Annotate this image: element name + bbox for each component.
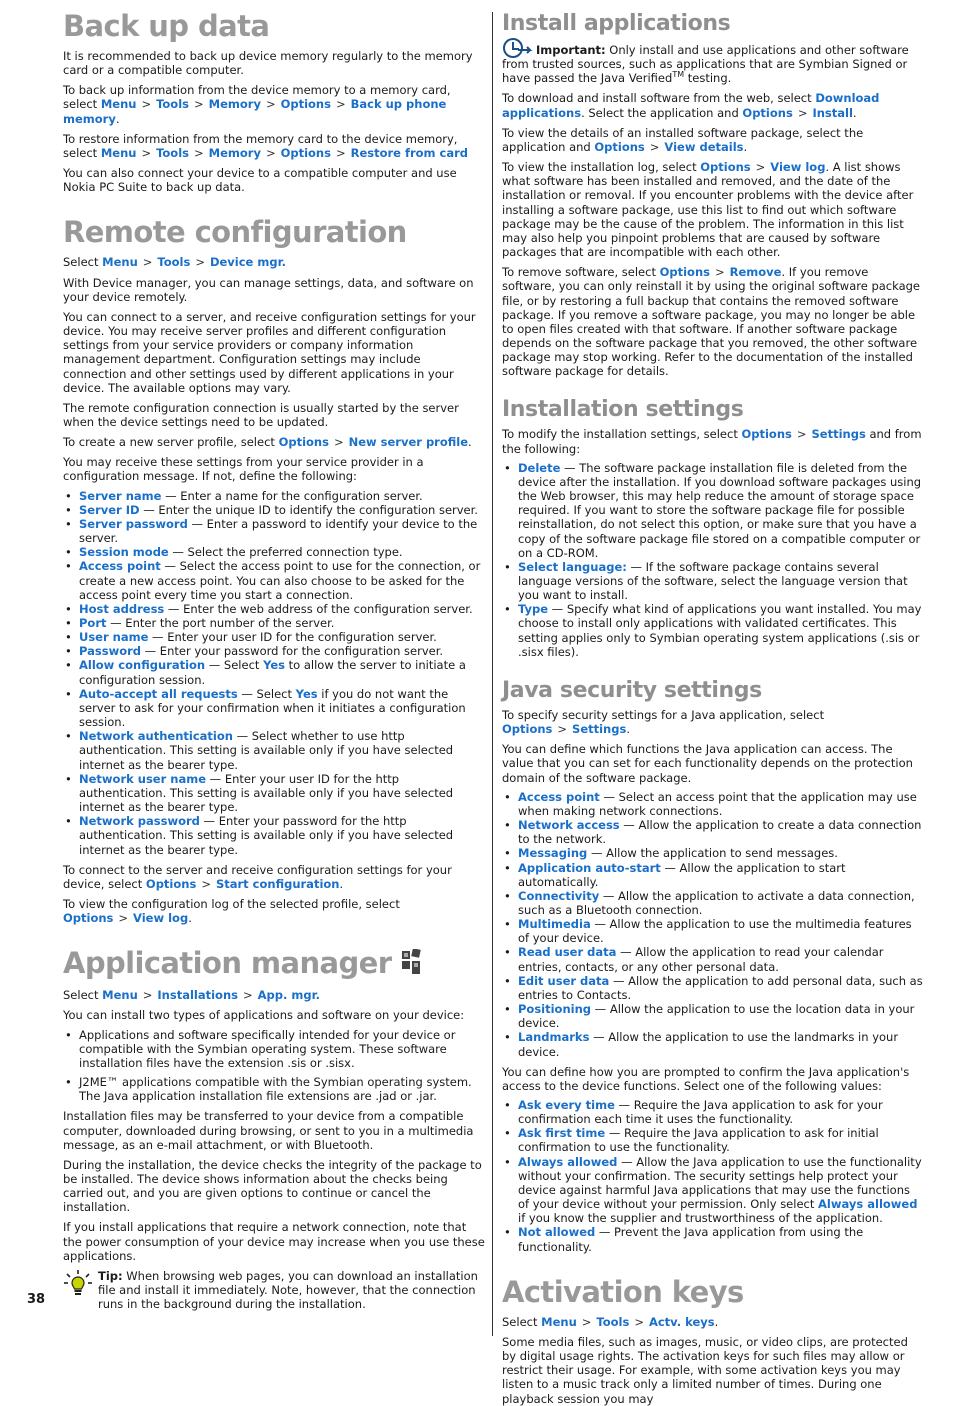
list-item: • Multimedia — Allow the application to use the multimedia features of your device.: [502, 917, 924, 945]
path-separator: >: [335, 97, 346, 112]
application-manager-icon: [401, 949, 425, 981]
path-separator: >: [796, 427, 807, 442]
option-term[interactable]: Access point: [518, 789, 600, 804]
instset-intro: To modify the installation settings, select Options > Settings and from the following:: [502, 427, 922, 456]
option-term[interactable]: Allow configuration: [79, 658, 206, 673]
list-item: • Auto-accept all requests — Select Yes if you do not want the server to ask for your confirmation when it initiates a configuration session.: [63, 687, 485, 729]
java-values-list: [502, 1098, 924, 1254]
install-remove: To remove software, select Options > Remove. If you remove software, you can only reinstall it by using the original software package file, or by restoring a full backup that contains the removed software package. If you remove a software package, you may no longer be able to open files created with that software. If another software package depends on the software package that you removed, the other software package may stop working. Refer to the documentation of the installed software package for details.: [502, 265, 921, 379]
list-item: • Session mode — Select the preferred connection type.: [63, 545, 485, 559]
menu-link[interactable]: Actv. keys: [648, 1314, 715, 1329]
install-view-details: To view the details of an installed software package, select the application and Options > View details.: [502, 125, 864, 154]
path-separator: >: [141, 145, 152, 160]
remote-start-config: To connect to the server and receive configuration settings for your device, select Options > Start configuration.: [63, 862, 452, 891]
menu-link[interactable]: Install: [812, 105, 853, 120]
menu-link[interactable]: Options: [63, 911, 114, 926]
path-separator: >: [649, 139, 660, 154]
path-separator: >: [333, 435, 344, 450]
path-separator: >: [141, 97, 152, 112]
option-term[interactable]: Port: [79, 616, 107, 630]
activation-p1: Some media files, such as images, music, or video clips, are protected by digital usage rights. The activation keys for such files may allow or restrict their usage. For example, with some activation keys you may listen to a music track only a limited number of times. During one playback session you may: [502, 1334, 908, 1406]
menu-link[interactable]: View details: [664, 139, 744, 154]
menu-link[interactable]: Options: [280, 145, 331, 160]
list-item: • Select language: — If the software package contains several language versions of the software, select the language version that you want to install.: [502, 560, 924, 602]
list-item: • Edit user data — Allow the application to add personal data, such as entries to Contacts.: [502, 974, 924, 1002]
install-download: To download and install software from the web, select Download applications. Select the application and Options > Install.: [502, 91, 880, 120]
path-separator: >: [201, 876, 211, 891]
list-item: • J2ME™ applications compatible with the Symbian operating system. The Java application installation file extensions are .jad or .jar.: [63, 1075, 485, 1103]
list-item: • Connectivity — Allow the application to activate a data connection, such as a Bluetooth connection.: [502, 889, 924, 917]
menu-link[interactable]: Menu: [100, 145, 137, 160]
option-term[interactable]: Multimedia: [518, 917, 591, 932]
menu-link[interactable]: Options: [278, 435, 329, 450]
list-item: • Messaging — Allow the application to send messages.: [502, 846, 924, 860]
menu-link[interactable]: Tools: [157, 255, 191, 270]
list-item: • Read user data — Allow the application to read your calendar entries, contacts, or any other personal data.: [502, 945, 924, 973]
backup-intro: It is recommended to back up device memory regularly to the memory card or a compatible computer.: [63, 49, 473, 78]
option-term[interactable]: Access point: [79, 559, 161, 574]
list-item: • Positioning — Allow the application to use the location data in your device.: [502, 1002, 924, 1030]
appmgr-types-list: [63, 1028, 485, 1104]
option-term[interactable]: Network password: [79, 814, 200, 829]
instset-list: [502, 461, 924, 659]
list-item: • Network access — Allow the application to create a data connection to the network.: [502, 818, 924, 846]
heading-install-applications: Install applications: [502, 11, 731, 36]
option-term[interactable]: Auto-accept all requests: [79, 686, 238, 701]
option-term[interactable]: Not allowed: [518, 1225, 596, 1240]
appmgr-p1: You can install two types of applications and software on your device:: [63, 1008, 465, 1023]
java-intro: To specify security settings for a Java application, select Options > Settings.: [502, 707, 825, 737]
menu-link[interactable]: Settings: [811, 427, 866, 442]
tip-text: When browsing web pages, you can download an installation file and install it immediately. Note, however, that the connection runs in the background during the installation.: [98, 1268, 478, 1312]
menu-link[interactable]: Start configuration: [215, 876, 340, 891]
list-item: • User name — Enter your user ID for the configuration server.: [63, 630, 485, 644]
remote-settings-list: [63, 489, 485, 857]
option-term[interactable]: Messaging: [518, 846, 588, 861]
appmgr-select-path: Select Menu > Installations > App. mgr.: [63, 988, 320, 1003]
menu-link[interactable]: New server profile: [348, 435, 469, 450]
path-separator: >: [634, 1314, 644, 1329]
list-item: • Port — Enter the port number of the server.: [63, 616, 485, 630]
heading-java-security-settings: Java security settings: [502, 677, 762, 703]
heading-activation-keys: Activation keys: [502, 1274, 744, 1309]
appmgr-p4: If you install applications that require a network connection, note that the power consumption of your device may increase when you use these applications.: [63, 1220, 485, 1263]
heading-back-up-data: Back up data: [63, 9, 270, 43]
path-separator: >: [195, 255, 205, 270]
column-divider: [492, 12, 493, 1336]
menu-link[interactable]: Options: [502, 722, 553, 737]
list-item: • Password — Enter your password for the configuration server.: [63, 644, 485, 658]
menu-link[interactable]: Tools: [596, 1314, 630, 1329]
list-item: • Network password — Enter your password for the http authentication. This setting is available only if you have selected internet as the bearer type.: [63, 814, 485, 856]
heading-remote-configuration: Remote configuration: [63, 215, 407, 250]
remote-view-log: To view the configuration log of the selected profile, select Options > View log.: [63, 896, 400, 926]
option-term[interactable]: Yes: [295, 686, 318, 701]
list-item: • Ask first time — Require the Java application to ask for initial confirmation to use the functionality.: [502, 1126, 924, 1154]
left-column: [63, 0, 485, 1311]
menu-link[interactable]: Device mgr.: [209, 255, 286, 270]
list-item: • Network authentication — Select whether to use http authentication. This setting is available only if you have selected internet as the bearer type.: [63, 729, 485, 771]
option-term[interactable]: Network access: [518, 818, 620, 833]
option-term[interactable]: Server ID: [79, 502, 140, 517]
menu-link[interactable]: Back up phone memory: [63, 97, 447, 126]
option-term[interactable]: Server password: [79, 516, 188, 531]
option-term[interactable]: Select language:: [518, 559, 627, 574]
option-term[interactable]: Ask first time: [518, 1126, 606, 1141]
option-term[interactable]: Delete: [518, 460, 561, 475]
option-term[interactable]: Network user name: [79, 771, 207, 786]
option-term[interactable]: Read user data: [518, 945, 617, 960]
option-term[interactable]: Landmarks: [518, 1030, 590, 1045]
menu-link[interactable]: Memory: [208, 97, 261, 112]
option-term[interactable]: Server name: [79, 488, 162, 503]
list-item: • Server ID — Enter the unique ID to identify the configuration server.: [63, 503, 485, 517]
list-item: • Not allowed — Prevent the Java application from using the functionality.: [502, 1225, 924, 1253]
menu-link[interactable]: Options: [700, 160, 751, 175]
important-note: Important: Only install and use applications and other software from trusted sources, such as applications that are Symbian Signed or have passed the Java Verified™ testing.: [502, 43, 924, 85]
restore-from-card: To restore information from the memory card to the device memory, select Menu > Tools > Memory > Options > Restore from card: [63, 131, 469, 160]
menu-link[interactable]: Options: [742, 105, 793, 120]
menu-link[interactable]: Restore from card: [350, 145, 469, 160]
remote-p2: You can connect to a server, and receive configuration settings for your device. You may receive server profiles and different configuration settings from your service providers or company information management department. Configuration settings may include connection and other settings used by different applications in your device. The available options may vary.: [63, 309, 476, 395]
option-term[interactable]: Always allowed: [818, 1197, 918, 1212]
list-item: • Ask every time — Require the Java application to ask for your confirmation each time it uses the functionality.: [502, 1098, 924, 1126]
list-item: • Host address — Enter the web address of the configuration server.: [63, 602, 485, 616]
java-p3: You can define how you are prompted to confirm the Java application's access to the device functions. Select one of the following values:: [502, 1064, 910, 1093]
list-item: • Application auto-start — Allow the application to start automatically.: [502, 861, 924, 889]
list-item: • Server name — Enter a name for the configuration server.: [63, 489, 485, 503]
menu-link[interactable]: View log: [770, 160, 826, 175]
path-separator: >: [194, 145, 204, 160]
menu-link[interactable]: App. mgr.: [257, 988, 320, 1003]
remote-p1: With Device manager, you can manage settings, data, and software on your device remotely.: [63, 275, 474, 304]
menu-link[interactable]: Options: [145, 876, 197, 891]
path-separator: >: [142, 988, 153, 1003]
menu-link[interactable]: Options: [594, 139, 645, 154]
appmgr-p2: Installation files may be transferred to your device from a compatible computer, downloaded during browsing, or sent to you in a multimedia message, as an e-mail attachment, or with Bluetooth.: [63, 1109, 474, 1152]
list-item: • Allow configuration — Select Yes to allow the server to initiate a configuration session.: [63, 658, 485, 686]
java-p2: You can define which functions the Java application can access. The value that you can set for each functionality depends on the protection domain of the software package.: [502, 742, 913, 785]
path-separator: >: [265, 145, 276, 160]
backup-to-card: To back up information from the device memory to a memory card, select Menu > Tools > Memory > Options > Back up phone memory.: [63, 83, 451, 126]
option-term[interactable]: Session mode: [79, 545, 169, 560]
menu-link[interactable]: Menu: [541, 1314, 577, 1329]
remote-p3: The remote configuration connection is usually started by the server when the device settings need to be updated.: [63, 400, 459, 429]
backup-pc-suite: You can also connect your device to a compatible computer and use Nokia PC Suite to back up data.: [63, 166, 457, 195]
remote-select-path: Select Menu > Tools > Device mgr.: [63, 255, 286, 270]
path-separator: >: [715, 265, 725, 280]
path-separator: >: [797, 105, 808, 120]
path-separator: >: [243, 988, 253, 1003]
path-separator: >: [581, 1314, 592, 1329]
list-item: • Always allowed — Allow the Java application to use the functionality without your confirmation. The security settings help protect your device against harmful Java applications that may use the functions of your device without your permission. Only select Always allowed if you know the supplier and trustworthiness of the application.: [502, 1155, 924, 1226]
path-separator: >: [194, 97, 204, 112]
option-term[interactable]: Password: [79, 644, 141, 659]
menu-link[interactable]: Options: [659, 265, 710, 280]
menu-link[interactable]: Installations: [157, 988, 238, 1003]
option-term[interactable]: Ask every time: [518, 1098, 615, 1112]
menu-link[interactable]: View log: [133, 911, 189, 926]
option-term[interactable]: Always allowed: [518, 1154, 618, 1169]
appmgr-p3: During the installation, the device checks the integrity of the package to be installed. The device shows information about the checks being carried out, and you are given options to continue or cancel the installation.: [63, 1157, 482, 1215]
path-separator: >: [557, 722, 568, 737]
important-icon: [502, 37, 536, 64]
menu-link[interactable]: Options: [741, 427, 792, 442]
list-item: • Access point — Select the access point to use for the connection, or create a new access point. You can also choose to be asked for the access point every time you start a connection.: [63, 559, 485, 601]
heading-application-manager: Application manager: [63, 947, 485, 981]
list-item: • Type — Specify what kind of applications you want installed. You may choose to install only applications with validated certificates. This setting applies only to Symbian operating system applications (.sis or .sisx files).: [502, 602, 924, 659]
option-term[interactable]: Host address: [79, 601, 165, 616]
list-item: • Server password — Enter a password to identify your device to the server.: [63, 517, 485, 545]
page-number: 38: [27, 1292, 46, 1307]
lightbulb-icon: [63, 1269, 93, 1302]
menu-link[interactable]: Remove: [729, 265, 782, 280]
list-item: • Applications and software specifically intended for your device or compatible with the Symbian operating system. These software installation files have the extension .sis or .sisx.: [63, 1028, 485, 1070]
list-item: • Delete — The software package installation file is deleted from the device after the installation. If you download software packages using the Web browser, this may help reduce the amount of storage space required. If you want to store the software package file for possible reinstallation, do not select this option, or make sure that you have a copy of the software package file stored on a compatible computer or on a CD-ROM.: [502, 461, 924, 560]
option-term[interactable]: User name: [79, 630, 149, 645]
install-view-log: To view the installation log, select Options > View log. A list shows what software has been installed and removed, and the date of the installation or removal. If you encounter problems with the device after installing a software package, use this list to find out which software package may be the cause of the problem. The information in this list may also help you pinpoint problems that are caused by software packages that are incompatible with each other.: [502, 160, 914, 260]
link-download-applications[interactable]: Download applications: [502, 91, 880, 120]
option-term[interactable]: Application auto-start: [518, 860, 661, 875]
heading-installation-settings: Installation settings: [502, 397, 744, 423]
path-separator: >: [118, 911, 129, 926]
menu-link[interactable]: Options: [280, 97, 331, 112]
remote-p5: You may receive these settings from your service provider in a configuration message. If not, define the following:: [63, 455, 424, 484]
path-separator: >: [335, 145, 346, 160]
option-term[interactable]: Positioning: [518, 1002, 592, 1017]
java-functions-list: [502, 790, 924, 1059]
menu-link[interactable]: Menu: [102, 988, 138, 1003]
tip-label: Tip:: [98, 1268, 123, 1283]
menu-link[interactable]: Menu: [102, 255, 138, 270]
list-item: • Landmarks — Allow the application to use the landmarks in your device.: [502, 1030, 924, 1058]
option-term[interactable]: Network authentication: [79, 729, 233, 744]
activation-select-path: Select Menu > Tools > Actv. keys.: [502, 1314, 719, 1329]
path-separator: >: [755, 160, 766, 175]
remote-new-profile: To create a new server profile, select Options > New server profile.: [63, 435, 472, 450]
path-separator: >: [142, 255, 153, 270]
list-item: • Network user name — Enter your user ID for the http authentication. This setting is available only if you have selected internet as the bearer type.: [63, 772, 485, 814]
menu-link[interactable]: Menu: [100, 97, 137, 112]
menu-link[interactable]: Tools: [156, 145, 189, 160]
menu-link[interactable]: Tools: [156, 97, 189, 112]
menu-link[interactable]: Memory: [208, 145, 261, 160]
option-term[interactable]: Yes: [263, 658, 285, 673]
path-separator: >: [265, 97, 276, 112]
list-item: • Access point — Select an access point that the application may use when making network connections.: [502, 790, 924, 818]
option-term[interactable]: Connectivity: [518, 888, 600, 903]
tip-box: [63, 1269, 485, 1311]
right-column: [502, 0, 924, 1406]
menu-link[interactable]: Settings: [572, 722, 627, 737]
option-term[interactable]: Type: [518, 602, 549, 617]
option-term[interactable]: Edit user data: [518, 973, 610, 988]
